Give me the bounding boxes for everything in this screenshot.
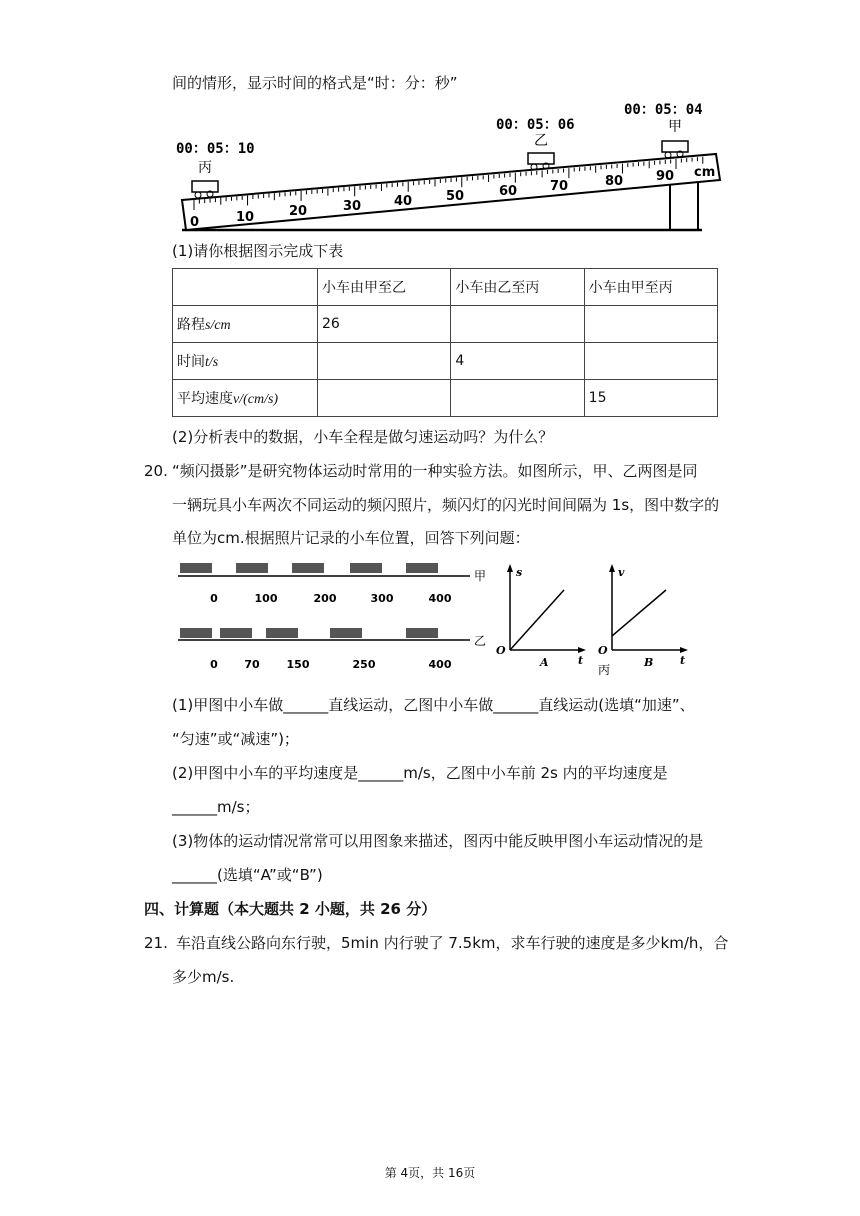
timer-bing: 00：05：10 — [176, 141, 255, 157]
q20-line2: 一辆玩具小车两次不同运动的频闪照片，频闪灯的闪光时间间隔为 1s，图中数字的 — [172, 496, 720, 514]
q20-number: 20. — [144, 462, 168, 480]
graph-b-x: t — [680, 654, 686, 667]
track-yi-mark: 150 — [286, 658, 310, 671]
graph-a-y: s — [516, 566, 523, 579]
table-header: 小车由甲至乙 — [318, 269, 451, 306]
q20-sub3a: (3)物体的运动情况常常可以用图象来描述，图丙中能反映甲图小车运动情况的是 — [172, 832, 704, 850]
track-yi-mark: 70 — [244, 658, 260, 671]
row-label: 路程s/cm — [173, 306, 318, 343]
track-yi-mark: 400 — [428, 658, 452, 671]
table-header: 小车由甲至丙 — [584, 269, 717, 306]
q19-part2: (2)分析表中的数据，小车全程是做匀速运动吗？为什么？ — [172, 428, 554, 446]
row-label: 平均速度v/(cm/s) — [173, 380, 318, 417]
row-label: 时间t/s — [173, 343, 318, 380]
q20-sub2a: (2)甲图中小车的平均速度是______m/s，乙图中小车前 2s 内的平均速度是 — [172, 764, 668, 782]
q21-number: 21. — [144, 934, 168, 952]
intro-line: 间的情形，显示时间的格式是“时：分：秒” — [172, 74, 458, 92]
q20-sub3b: ______(选填“A”或“B”) — [172, 866, 323, 884]
graph-b-line — [612, 590, 666, 636]
graph-a — [496, 564, 586, 669]
track-jia-mark: 300 — [370, 592, 394, 605]
track-jia-mark: 400 — [428, 592, 452, 605]
data-table — [172, 268, 718, 417]
track-jia-mark: 200 — [313, 592, 337, 605]
q21-line2: 多少m/s. — [172, 968, 235, 986]
q20-line3: 单位为cm.根据照片记录的小车位置，回答下列问题： — [172, 529, 530, 547]
table-cell: 15 — [584, 380, 717, 417]
q20-sub2b: ______m/s； — [172, 798, 260, 816]
label-yi: 乙 — [534, 133, 548, 149]
label-jia: 甲 — [668, 119, 682, 135]
strobe-tracks-figure — [174, 558, 504, 678]
support-post — [670, 182, 698, 230]
graph-b-caption: 丙 — [598, 663, 611, 677]
page-footer: 第 4页，共 16页 — [384, 1166, 476, 1180]
tick-label: 50 — [446, 189, 465, 204]
section-heading: 四、计算题（本大题共 2 小题，共 26 分） — [144, 900, 437, 918]
unit-label: cm — [694, 165, 716, 180]
track-yi-label: 乙 — [474, 634, 487, 648]
label-bing: 丙 — [198, 160, 212, 176]
cart-jia — [662, 141, 688, 158]
timer-jia: 00：05：04 — [624, 102, 703, 118]
graph-a-line — [510, 590, 564, 650]
tick-label: 20 — [289, 204, 308, 219]
graph-b-origin: O — [598, 644, 608, 657]
graph-b — [598, 564, 688, 677]
track-yi-mark: 250 — [352, 658, 376, 671]
q20-sub1b: “匀速”或“减速”)； — [172, 730, 299, 748]
q20-line1: “频闪摄影”是研究物体运动时常用的一种实验方法。如图所示，甲、乙两图是同 — [172, 462, 698, 480]
graph-b-name: B — [644, 656, 654, 669]
q21-line1: 车沿直线公路向东行驶，5min 内行驶了 7.5km，求车行驶的速度是多少km/h，合 — [176, 934, 729, 952]
table-cell — [451, 306, 584, 343]
cart-bing — [192, 181, 218, 198]
table-header-row — [173, 269, 718, 306]
q20-sub1a: (1)甲图中小车做______直线运动，乙图中小车做______直线运动(选填“加速”、 — [172, 696, 695, 714]
ramp-ruler-figure — [168, 96, 728, 238]
graph-a-origin: O — [496, 644, 506, 657]
track-jia-mark: 0 — [210, 592, 218, 605]
graph-a-name: A — [540, 656, 549, 669]
table-cell: 26 — [318, 306, 451, 343]
table-cell — [318, 343, 451, 380]
table-row — [173, 343, 718, 380]
table-header — [173, 269, 318, 306]
tick-label: 10 — [236, 210, 255, 225]
tick-label: 0 — [190, 215, 200, 230]
table-cell — [584, 306, 717, 343]
tick-label: 40 — [394, 194, 413, 209]
tick-label: 90 — [656, 169, 675, 184]
table-cell: 4 — [451, 343, 584, 380]
tick-label: 30 — [343, 199, 362, 214]
table-cell — [584, 343, 717, 380]
table-header: 小车由乙至丙 — [451, 269, 584, 306]
tick-label: 70 — [550, 179, 569, 194]
table-row — [173, 380, 718, 417]
track-jia-label: 甲 — [474, 569, 487, 583]
tick-label: 60 — [499, 184, 518, 199]
graph-a-x: t — [578, 654, 584, 667]
graph-b-y: v — [618, 566, 625, 579]
q19-part1: (1)请你根据图示完成下表 — [172, 242, 344, 260]
track-yi-mark: 0 — [210, 658, 218, 671]
track-jia-mark: 100 — [254, 592, 278, 605]
table-row — [173, 306, 718, 343]
timer-yi: 00：05：06 — [496, 117, 575, 133]
tick-label: 80 — [605, 174, 624, 189]
table-cell — [318, 380, 451, 417]
table-cell — [451, 380, 584, 417]
graphs-figure — [494, 560, 694, 680]
